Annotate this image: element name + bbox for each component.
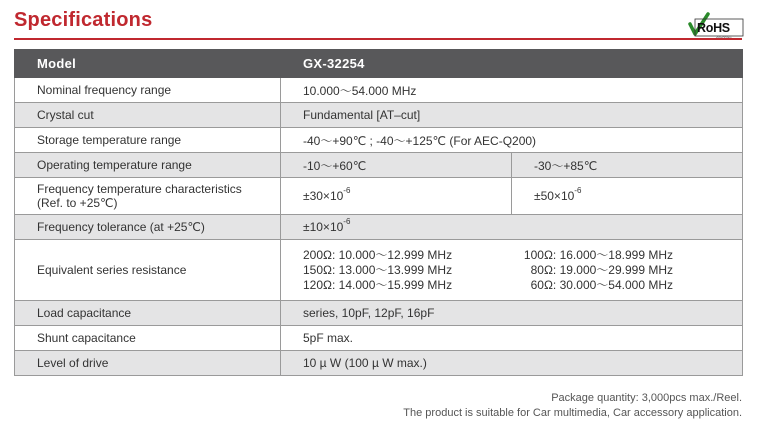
row-label: Level of drive: [15, 351, 281, 376]
header-model-value: GX-32254: [281, 50, 743, 78]
esr-entry: 200Ω: 10.000～12.999 MHz: [303, 248, 453, 262]
row-value: 10 µ W (100 µ W max.): [281, 351, 743, 376]
esr-entry: 150Ω: 13.000～13.999 MHz: [303, 263, 453, 277]
row-value: series, 10pF, 12pF, 16pF: [281, 301, 743, 326]
table-row: [15, 351, 743, 376]
row-label-line2: (Ref. to +25℃): [37, 196, 118, 210]
esr-entry: 100Ω: 16.000～18.999 MHz: [523, 248, 673, 262]
rohs-sublabel: 2002/95/EC: [716, 35, 732, 39]
row-label-line1: Frequency temperature characteristics: [37, 182, 242, 196]
esr-grid: [303, 248, 742, 292]
esr-values: [281, 240, 743, 301]
esr-entry: 80Ω: 19.000～29.999 MHz: [530, 263, 673, 277]
row-label: Equivalent series resistance: [15, 240, 281, 301]
rohs-badge: [688, 12, 744, 40]
row-label: Operating temperature range: [15, 153, 281, 178]
row-value-a: -10～+60℃: [281, 153, 512, 178]
table-row: [15, 301, 743, 326]
esr-entry: 120Ω: 14.000～15.999 MHz: [303, 278, 453, 292]
row-label: Frequency tolerance (at +25℃): [15, 215, 281, 240]
table-row: [15, 326, 743, 351]
table-row: [15, 215, 743, 240]
header-model-label: Model: [15, 50, 281, 78]
table-row: [15, 153, 743, 178]
value-base: ±50×10: [534, 189, 575, 203]
row-value-a: [281, 178, 512, 215]
row-value: -40～+90℃ ; -40～+125℃ (For AEC-Q200): [281, 128, 743, 153]
row-label: Storage temperature range: [15, 128, 281, 153]
rohs-label: RoHS: [697, 21, 730, 35]
table-row: [15, 128, 743, 153]
row-value: [281, 215, 743, 240]
table-row: [15, 78, 743, 103]
row-value-b: [512, 178, 743, 215]
row-label: Nominal frequency range: [15, 78, 281, 103]
value-exponent: -6: [343, 217, 351, 226]
table-row: [15, 240, 743, 301]
row-label: Shunt capacitance: [15, 326, 281, 351]
value-base: ±30×10: [303, 189, 344, 203]
value-exponent: -6: [574, 186, 582, 195]
table-row: [15, 178, 743, 215]
title-divider: [14, 38, 742, 40]
package-quantity-note: Package quantity: 3,000pcs max./Reel.: [551, 392, 742, 404]
esr-entry: 60Ω: 30.000～54.000 MHz: [530, 278, 673, 292]
value-exponent: -6: [343, 186, 351, 195]
row-value-b: -30～+85℃: [512, 153, 743, 178]
row-label: [15, 178, 281, 215]
row-value: 10.000～54.000 MHz: [281, 78, 743, 103]
table-row: [15, 103, 743, 128]
page-title: Specifications: [14, 9, 153, 31]
row-label: Load capacitance: [15, 301, 281, 326]
row-value: Fundamental [AT–cut]: [281, 103, 743, 128]
table-header-row: [15, 50, 743, 78]
row-label: Crystal cut: [15, 103, 281, 128]
specifications-table: [14, 49, 743, 376]
application-note: The product is suitable for Car multimedia, Car accessory application.: [403, 407, 742, 419]
value-base: ±10×10: [303, 220, 344, 234]
row-value: 5pF max.: [281, 326, 743, 351]
